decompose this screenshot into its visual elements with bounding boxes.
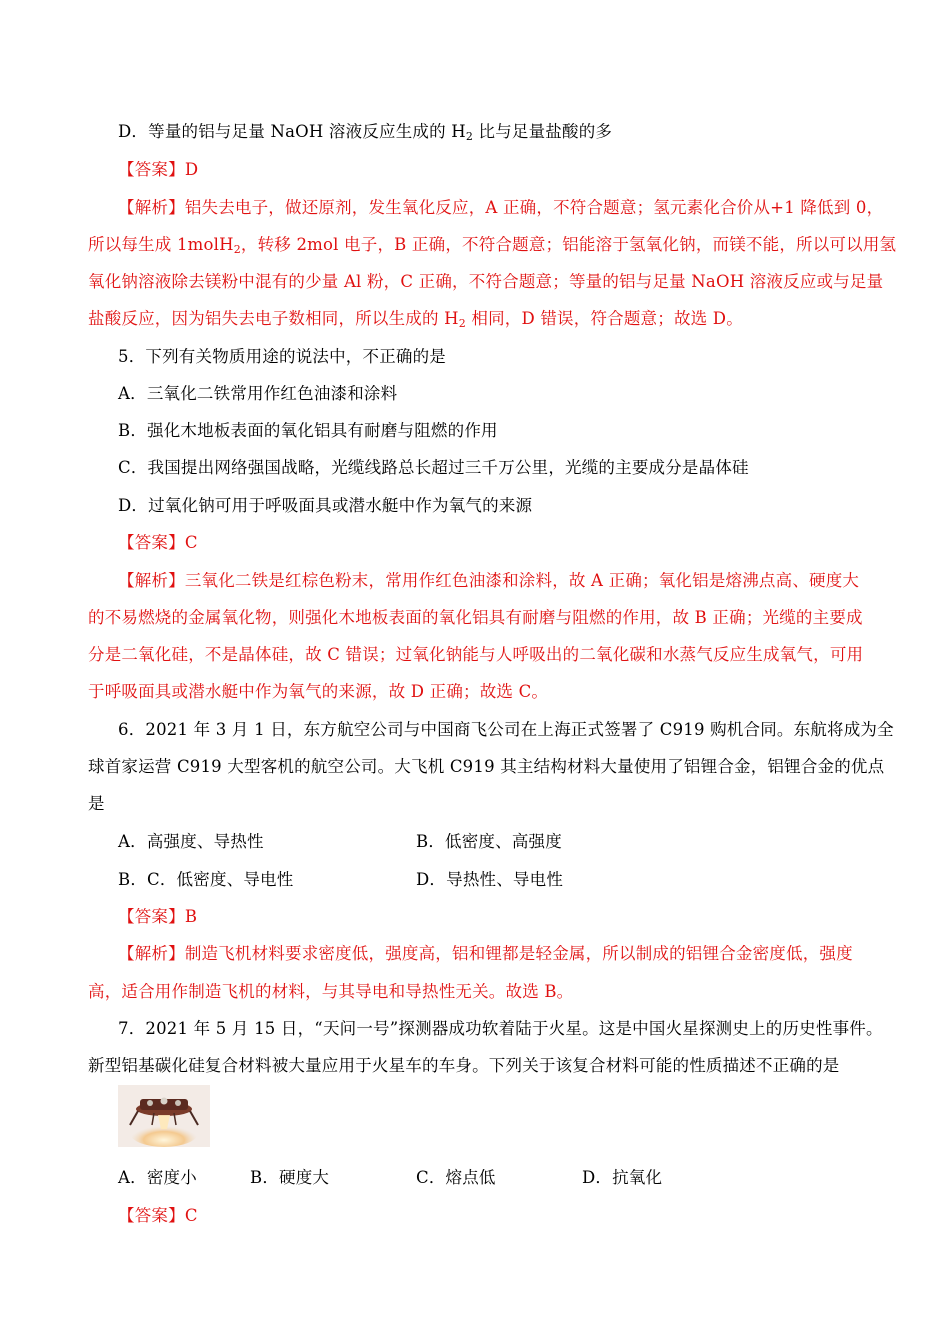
q4-analysis-line-1: 【解析】铝失去电子，做还原剂，发生氧化反应，A 正确，不符合题意；氢元素化合价从+1 降低到 0， [118,198,884,217]
q4-analysis-line-4: 盐酸反应，因为铝失去电子数相同，所以生成的 $H_2$ 相同，D 错误，符合题意；故选 D。 [88,309,743,330]
q5-analysis-line-2: 的不易燃烧的金属氧化物，则强化木地板表面的氧化铝具有耐磨与阻燃的作用，故 B 正确；光缆的主要成 [88,608,863,627]
q6-option-d: D．导热性、导电性 [416,870,564,889]
q7-option-a: A．密度小 [118,1168,197,1187]
q6-option-a: A．高强度、导热性 [118,832,264,851]
q5-analysis-line-1: 【解析】三氧化二铁是红棕色粉末，常用作红色油漆和涂料，故 A 正确；氧化铝是熔沸点高、硬度大 [118,571,860,590]
q6-answer: 【答案】B [118,907,198,926]
q4-option-d: D．等量的铝与足量 NaOH 溶液反应生成的 $H_2$ 比与足量盐酸的多 [118,122,613,143]
q6-analysis-line-1: 【解析】制造飞机材料要求密度低，强度高，铝和锂都是轻金属，所以制成的铝锂合金密度低，强度 [118,944,853,963]
q6-option-c: B．C．低密度、导电性 [118,870,294,889]
q5-analysis-line-3: 分是二氧化硅，不是晶体硅，故 C 错误；过氧化钠能与人呼吸出的二氧化碳和水蒸气反应生成氧气，可用 [88,645,864,664]
q7-option-b: B．硬度大 [250,1168,330,1187]
q7-answer: 【答案】C [118,1206,198,1225]
q6-option-b: B．低密度、高强度 [416,832,562,851]
q5-option-c: C．我国提出网络强国战略，光缆线路总长超过三千万公里，光缆的主要成分是晶体硅 [118,458,749,477]
q5-option-a: A．三氧化二铁常用作红色油漆和涂料 [118,384,398,403]
mars-lander-image [118,1085,210,1147]
q5-option-b: B．强化木地板表面的氧化铝具有耐磨与阻燃的作用 [118,421,498,440]
q7-option-c: C．熔点低 [416,1168,496,1187]
q6-stem-line-3: 是 [88,794,105,813]
q4-analysis-line-3: 氧化钠溶液除去镁粉中混有的少量 Al 粉，C 正确，不符合题意；等量的铝与足量 NaOH 溶液反应或与足量 [88,272,884,291]
mars-lander-icon [118,1085,210,1147]
q5-option-d: D．过氧化钠可用于呼吸面具或潜水艇中作为氧气的来源 [118,496,533,515]
q4-answer: 【答案】D [118,160,199,179]
q6-stem-line-1: 6．2021 年 3 月 1 日，东方航空公司与中国商飞公司在上海正式签署了 C919 购机合同。东航将成为全 [118,720,894,739]
q6-stem-line-2: 球首家运营 C919 大型客机的航空公司。大飞机 C919 其主结构材料大量使用了铝锂合金，铝锂合金的优点 [88,757,885,776]
q5-stem: 5．下列有关物质用途的说法中，不正确的是 [118,347,446,366]
q5-answer: 【答案】C [118,533,198,552]
q7-stem-line-2: 新型铝基碳化硅复合材料被大量应用于火星车的车身。下列关于该复合材料可能的性质描述不正确的是 [88,1056,840,1075]
q6-analysis-line-2: 高，适合用作制造飞机的材料，与其导电和导热性无关。故选 B。 [88,982,574,1001]
q7-option-d: D．抗氧化 [582,1168,663,1187]
q7-stem-line-1: 7．2021 年 5 月 15 日，“天问一号”探测器成功软着陆于火星。这是中国火星探测史上的历史性事件。 [118,1019,883,1038]
q4-analysis-line-2: 所以每生成 1molH$_2$，转移 2mol 电子，B 正确，不符合题意；铝能溶于氢氧化钠，而镁不能，所以可以用氢 [88,235,897,256]
q5-analysis-line-4: 于呼吸面具或潜水艇中作为氧气的来源，故 D 正确；故选 C。 [88,682,549,701]
